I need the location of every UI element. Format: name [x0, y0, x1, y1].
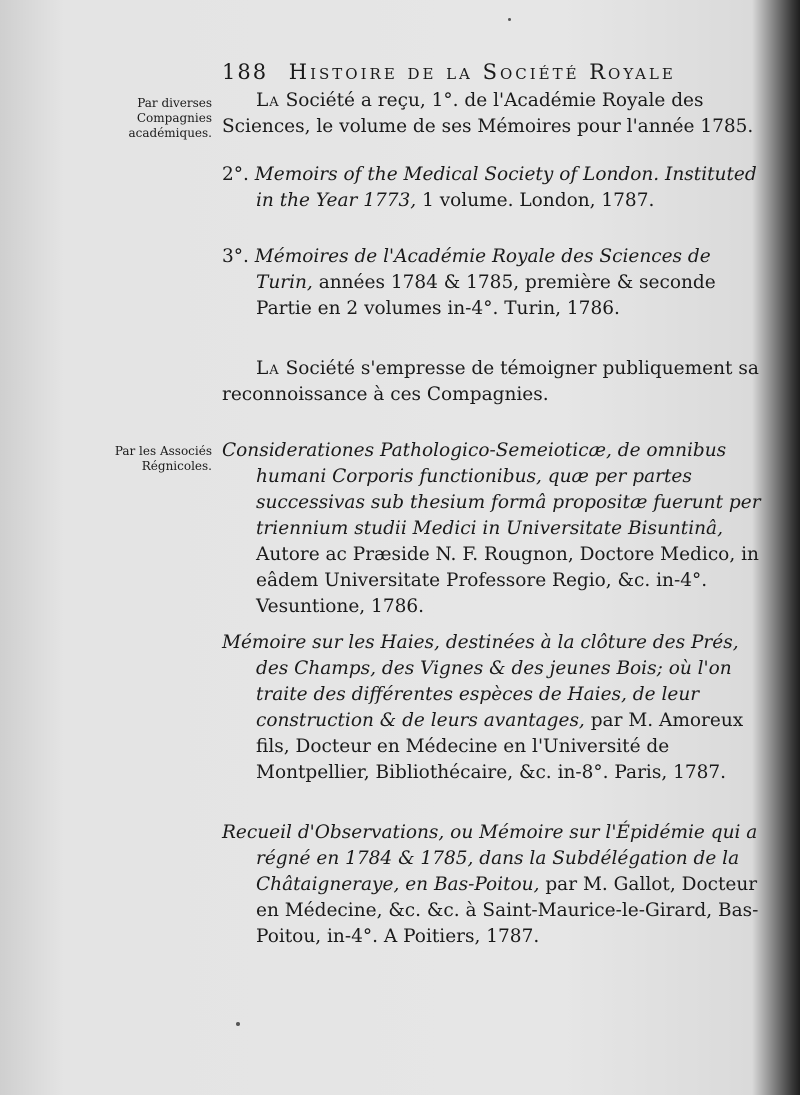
entry-text: Société a reçu, 1°. de l'Académie Royale des Sciences, le volume de ses Mémoires pour l'année 1785. [222, 90, 754, 137]
margin-note-academies: Par diverses Compagnies académiques. [128, 96, 212, 140]
entry-details: années 1784 & 1785, première & seconde Partie en 2 volumes in-4°. Turin, 1786. [256, 272, 716, 319]
entry-title: Recueil d'Observations, ou Mémoire sur l'Épidémie qui a régné en 1784 & 1785, dans la Subdélégation de la Châtaigneraye, en Bas-Poitou, [222, 822, 758, 895]
entry-details: par M. Gallot, Docteur en Médecine, &c. &c. à Saint-Maurice-le-Girard, Bas-Poitou, in-4°. A Poitiers, 1787. [256, 874, 759, 947]
entry-details: par M. Amoreux fils, Docteur en Médecine en l'Université de Montpellier, Bibliothécaire, &c. in-8°. Paris, 1787. [256, 710, 744, 783]
entry-turin-academy [222, 244, 770, 322]
entry-text: Société s'empresse de témoigner publiquement sa reconnoissance à ces Compagnies. [222, 358, 759, 405]
paper-speck [508, 18, 511, 21]
entry-lead-word: La [256, 90, 280, 111]
entry-lead-word: La [256, 358, 280, 379]
entry-rougnon [222, 438, 770, 620]
entry-title: Considerationes Pathologico-Semeioticæ, de omnibus humani Corporis functionibus, quæ per partes successivas sub thesium formâ propositæ fuerunt per triennium studii Medici in Universitate Bisuntinâ, [222, 440, 761, 539]
entry-paris-academy [222, 88, 770, 140]
entry-number: 3°. [222, 246, 249, 267]
entry-number: 2°. [222, 164, 249, 185]
running-header [222, 60, 722, 84]
entry-london-society [222, 162, 770, 214]
entry-details: Autore ac Præside N. F. Rougnon, Doctore Medico, in eâdem Universitate Professore Regio, &c. in-4°. Vesuntione, 1786. [256, 544, 759, 617]
entry-amoreux [222, 630, 770, 786]
page-number: 188 [222, 60, 269, 84]
entry-details: 1 volume. London, 1787. [422, 190, 655, 211]
running-title: Histoire de la Société Royale [288, 60, 676, 84]
entry-gallot [222, 820, 770, 950]
entry-title: Mémoires de l'Académie Royale des Sciences de Turin, [254, 246, 711, 293]
entry-thanks [222, 356, 770, 408]
entry-title: Mémoire sur les Haies, destinées à la clôture des Prés, des Champs, des Vignes & des jeunes Bois; où l'on traite des différentes espèces de Haies, de leur construction & de leurs avantages, [222, 632, 739, 731]
entry-title: Memoirs of the Medical Society of London. Instituted in the Year 1773, [254, 164, 757, 211]
paper-speck [236, 1022, 240, 1026]
margin-note-associates: Par les Associés Régnicoles. [114, 444, 212, 473]
